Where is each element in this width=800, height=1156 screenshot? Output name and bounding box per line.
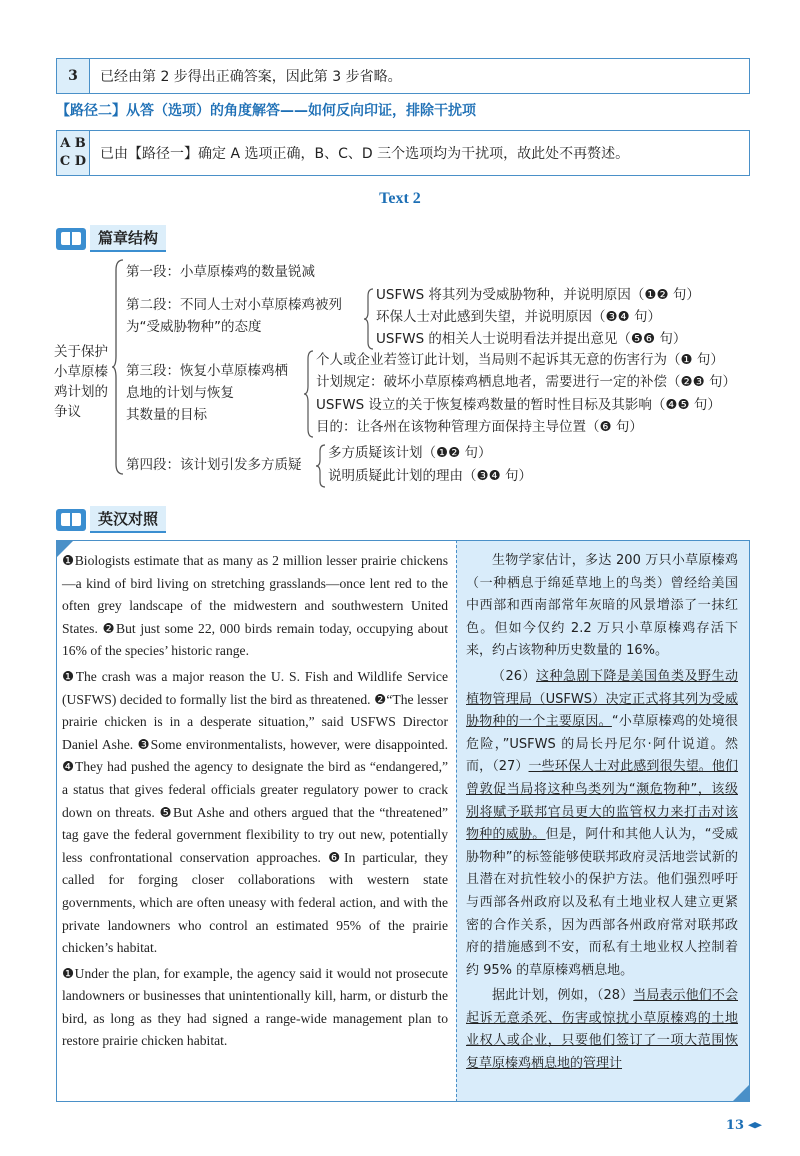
option-label-ab: A B <box>60 136 86 151</box>
outline-root: 关于保护 小草原榛 鸡计划的 争议 <box>54 344 108 420</box>
chinese-paragraph-2 <box>466 666 738 982</box>
outline-p3-item-2: 计划规定：破坏小草原榛鸡栖息地者，需要进行一定的补偿（❷❸ 句） <box>316 374 736 390</box>
outline-brace-p2 <box>364 288 374 350</box>
book-icon <box>56 228 86 250</box>
book-icon <box>56 509 86 531</box>
outline-p3-item-4: 目的：让各州在该物种管理方面保持主导位置（❻ 句） <box>316 419 643 435</box>
underlined-answer-27: 一些环保人士对此感到很失望。他们曾敦促当局将这种鸟类列为“濒危物种”，该级别将赋予联邦官员更大的监管权力来打击对该物种的威胁。 <box>466 759 738 843</box>
chinese-p2-end: 但是，阿什和其他人认为，“受威胁物种”的标签能够使联邦政府灵活地尝试新的且潜在对抗性较小的保护方法。他们强烈呼吁与西部各州政府以及私有土地业权人建立更紧密的合作关系，因为西部各州政府常对联邦政府的措施感到不安，而私有土地业权人控制着约 95% 的草原榛鸡栖息地。 <box>466 827 738 978</box>
english-paragraph-3: ❶Under the plan, for example, the agency said it would not prosecute landowners or businesses that unintentionally kill, harm, or disturb the bird, as long as they had signed a range-wide management plan to restore prairie chicken habitat. <box>62 965 448 1049</box>
chinese-p2-mid: “小草原榛鸡的处境很危险，”USFWS 的局长丹尼尔·阿什说道。然而，（27） <box>466 714 738 775</box>
page-number: 13 <box>725 1118 744 1133</box>
structure-heading <box>56 225 166 252</box>
graduation-cap-icon <box>748 1122 762 1130</box>
outline-p4-item-1: 多方质疑该计划（❶❷ 句） <box>328 445 492 461</box>
bilingual-title: 英汉对照 <box>90 506 166 533</box>
step-text: 已经由第 2 步得出正确答案，因此第 3 步省略。 <box>100 69 402 85</box>
outline-p3-item-3: USFWS 设立的关于恢复榛鸡数量的暂时性目标及其影响（❹❺ 句） <box>316 397 721 413</box>
underlined-answer-28: 当局表示他们不会起诉无意杀死、伤害或惊扰小草原榛鸡的土地业权人或企业，只要他们签订了一项大范围恢复草原榛鸡栖息地的管理计 <box>466 988 738 1072</box>
outline-para-4: 第四段：该计划引发多方质疑 <box>126 457 302 473</box>
option-row <box>56 130 750 176</box>
option-text: 已由【路径一】确定 A 选项正确，B、C、D 三个选项均为干扰项，故此处不再赘述。 <box>100 146 630 162</box>
underlined-answer-26: 这种急剧下降是美国鱼类及野生动植物管理局（USFWS）决定正式将其列为受威胁物种的一个主要原因。 <box>466 668 738 730</box>
path-two-heading: 【路径二】从答（选项）的角度解答——如何反向印证，排除干扰项 <box>56 103 476 119</box>
text-title: Text 2 <box>379 190 421 207</box>
outline-brace-p3 <box>304 350 314 438</box>
outline-para-1: 第一段：小草原榛鸡的数量锐减 <box>126 264 315 280</box>
outline-p2-item-3: USFWS 的相关人士说明看法并提出意见（❺❻ 句） <box>376 331 687 347</box>
option-labels <box>57 131 90 175</box>
chinese-text <box>466 550 738 1079</box>
outline-para-2: 第二段：不同人士对小草原榛鸡被列 为“受威胁物种”的态度 <box>126 297 342 335</box>
outline-para-3: 第三段：恢复小草原榛鸡栖 息地的计划与恢复 其数量的目标 <box>126 363 288 423</box>
step-number: 3 <box>57 59 90 93</box>
chinese-paragraph-3 <box>466 985 738 1075</box>
structure-title: 篇章结构 <box>90 225 166 252</box>
outline-p3-item-1: 个人或企业若签订此计划，当局则不起诉其无意的伤害行为（❶ 句） <box>316 352 724 368</box>
question-marker-26: （26） <box>492 668 537 684</box>
english-paragraph-1: ❶Biologists estimate that as many as 2 million lesser prairie chickens—a kind of bird living on stretching grasslands—once lent red to the often grey landscape of the midwestern and southwestern United States. ❷But just some 22, 000 birds remain today, occupying about 16% of the species’ historic range. <box>62 553 448 659</box>
outline-p2-item-1: USFWS 将其列为受威胁物种，并说明原因（❶❷ 句） <box>376 287 700 303</box>
chinese-p3-start: 据此计划，例如，（28） <box>492 988 634 1004</box>
english-text <box>62 550 448 1056</box>
bilingual-heading <box>56 506 166 533</box>
step-row <box>56 58 750 94</box>
english-paragraph-2: ❶The crash was a major reason the U. S. Fish and Wildlife Service (USFWS) decided to formally list the bird as threatened. ❷“The lesser prairie chicken is in a desperate situation,” said USFWS Director Daniel Ashe. ❸Some environmentalists, however, were disappointed. ❹They had pushed the agency to designate the bird as “endangered,” a status that gives federal officials greater regulatory power to crack down on threats. ❺But Ashe and others argued that the “threatened” tag gave the federal government flexibility to try out new, potentially less confrontational conservation approaches. ❻In particular, they called for forging closer collaborations with western state governments, which are often uneasy with federal action, and with the private landowners who control an estimated 95% of the prairie chicken’s habitat. <box>62 668 448 956</box>
outline-brace-root <box>112 258 124 476</box>
outline-p4-item-2: 说明质疑此计划的理由（❸❹ 句） <box>328 468 532 484</box>
outline-brace-p4 <box>316 444 326 488</box>
option-label-cd: C D <box>59 154 87 169</box>
outline-p2-item-2: 环保人士对此感到失望，并说明原因（❸❹ 句） <box>376 309 661 325</box>
chinese-paragraph-1: 生物学家估计，多达 200 万只小草原榛鸡（一种栖息于绵延草地上的鸟类）曾经给美国中西部和西南部常年灰暗的风景增添了一抹红色。但如今仅约 2.2 万只小草原榛鸡存活下来，约占该物种历史数量的 16%。 <box>466 553 738 659</box>
